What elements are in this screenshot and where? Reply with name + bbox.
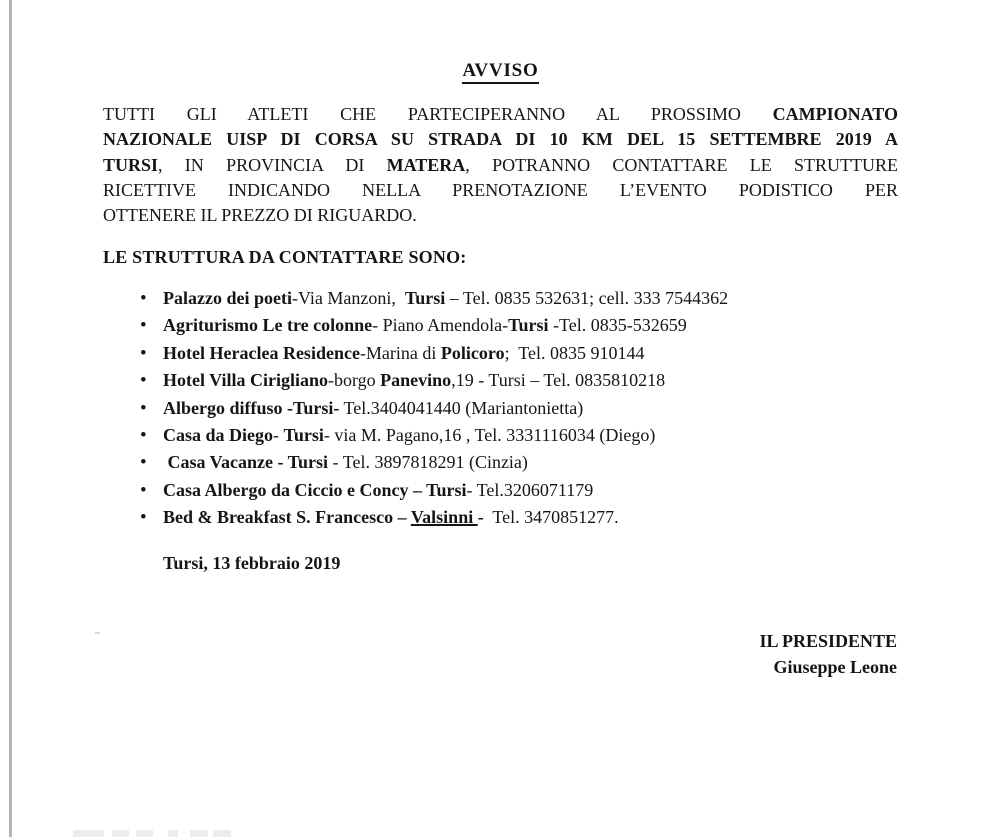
accommodation-item (140, 425, 910, 452)
accommodation-item (140, 452, 910, 479)
text-segment: RICETTIVE INDICANDO NELLA PRENOTAZIONE L’EVENTO PODISTICO PER (103, 179, 898, 200)
text-segment: - (273, 424, 284, 445)
bullet-icon (140, 480, 147, 502)
bullet-icon (140, 343, 147, 365)
text-segment: Casa da Diego (163, 424, 274, 445)
stray-mark (95, 632, 100, 634)
accommodation-item (140, 480, 910, 507)
text-segment: - Tel.3206071179 (466, 479, 594, 500)
text-segment: MATERA (386, 154, 466, 175)
accommodation-item (140, 288, 910, 315)
text-segment: -Via Manzoni, (291, 288, 405, 308)
paragraph-line (103, 102, 898, 127)
accommodation-item (140, 398, 910, 425)
accommodation-item (140, 507, 910, 534)
bullet-icon (140, 425, 147, 447)
text-segment: Panevino (380, 370, 452, 391)
text-segment: NAZIONALE UISP DI CORSA SU STRADA DI 10 KM DEL 15 SETTEMBRE 2019 A (103, 129, 898, 150)
bullet-icon (140, 507, 147, 529)
text-segment: – Tel. 0835 532631; cell. 333 7544362 (445, 288, 729, 308)
bullet-icon (140, 452, 147, 474)
text-segment: Albergo diffuso -Tursi- (163, 397, 340, 418)
notice-title (103, 60, 898, 82)
paragraph-line (103, 153, 898, 178)
text-segment: - Piano Amendola- (372, 315, 509, 336)
accommodation-list (140, 288, 910, 535)
notice-title-text: AVVISO (462, 60, 538, 84)
text-segment: Hotel Villa Cirigliano (163, 370, 328, 391)
text-segment: , IN PROVINCIA DI (158, 154, 387, 175)
text-segment: Casa Vacanze - Tursi (163, 452, 329, 473)
accommodation-item (140, 343, 910, 370)
text-segment: TUTTI GLI ATLETI CHE PARTECIPERANNO AL PROSSIMO (103, 104, 773, 124)
paragraph-line (103, 203, 898, 228)
date-line: Tursi, 13 febbraio 2019 (163, 553, 341, 573)
text-segment: - (477, 507, 489, 528)
bullet-icon (140, 288, 147, 310)
text-segment: - via M. Pagano,16 , Tel. 3331116034 (Diego) (323, 424, 656, 445)
text-segment: Casa Albergo da Ciccio e Concy – Tursi (163, 479, 467, 500)
bullet-icon (140, 370, 147, 392)
text-segment: ; Tel. 0835 910144 (504, 342, 645, 363)
text-segment: Tursi (508, 315, 549, 336)
bullet-icon (140, 398, 147, 420)
text-segment: Policoro (440, 342, 505, 363)
text-segment: Bed & Breakfast S. Francesco – (163, 507, 411, 528)
text-segment: TURSI (103, 154, 159, 175)
notice-paragraph (103, 102, 898, 228)
accommodation-item (140, 315, 910, 342)
president-name: Giuseppe Leone (773, 656, 897, 677)
scan-edge-line (9, 0, 12, 837)
bullet-icon (140, 315, 147, 337)
text-segment: Valsinni (410, 507, 478, 528)
text-segment: Tel. 3470851277. (488, 507, 619, 528)
paragraph-line (103, 127, 898, 152)
president-title: IL PRESIDENTE (759, 631, 897, 651)
text-segment: Hotel Heraclea Residence (163, 342, 360, 363)
text-segment: , POTRANNO CONTATTARE LE STRUTTURE (465, 154, 898, 175)
text-segment: Tel.3404041440 (Mariantonietta) (339, 397, 584, 418)
text-segment: OTTENERE IL PREZZO DI RIGUARDO. (103, 205, 417, 226)
text-segment: -borgo (328, 370, 381, 391)
text-segment: Tursi (404, 288, 446, 308)
text-segment: Agriturismo Le tre colonne (163, 315, 373, 336)
text-segment: - Tel. 3897818291 (Cinzia) (328, 452, 528, 473)
paragraph-line (103, 178, 898, 203)
text-segment: -Marina di (359, 342, 441, 363)
text-segment: CAMPIONATO (772, 104, 898, 124)
text-segment: ,19 - Tursi – Tel. 0835810218 (451, 370, 666, 391)
accommodation-item (140, 370, 910, 397)
text-segment: -Tel. 0835-532659 (548, 315, 687, 336)
text-segment: Tursi (283, 424, 324, 445)
text-segment: Palazzo dei poeti (163, 288, 292, 308)
signature-block (759, 629, 897, 680)
contact-heading: LE STRUTTURA DA CONTATTARE SONO: (103, 247, 467, 267)
